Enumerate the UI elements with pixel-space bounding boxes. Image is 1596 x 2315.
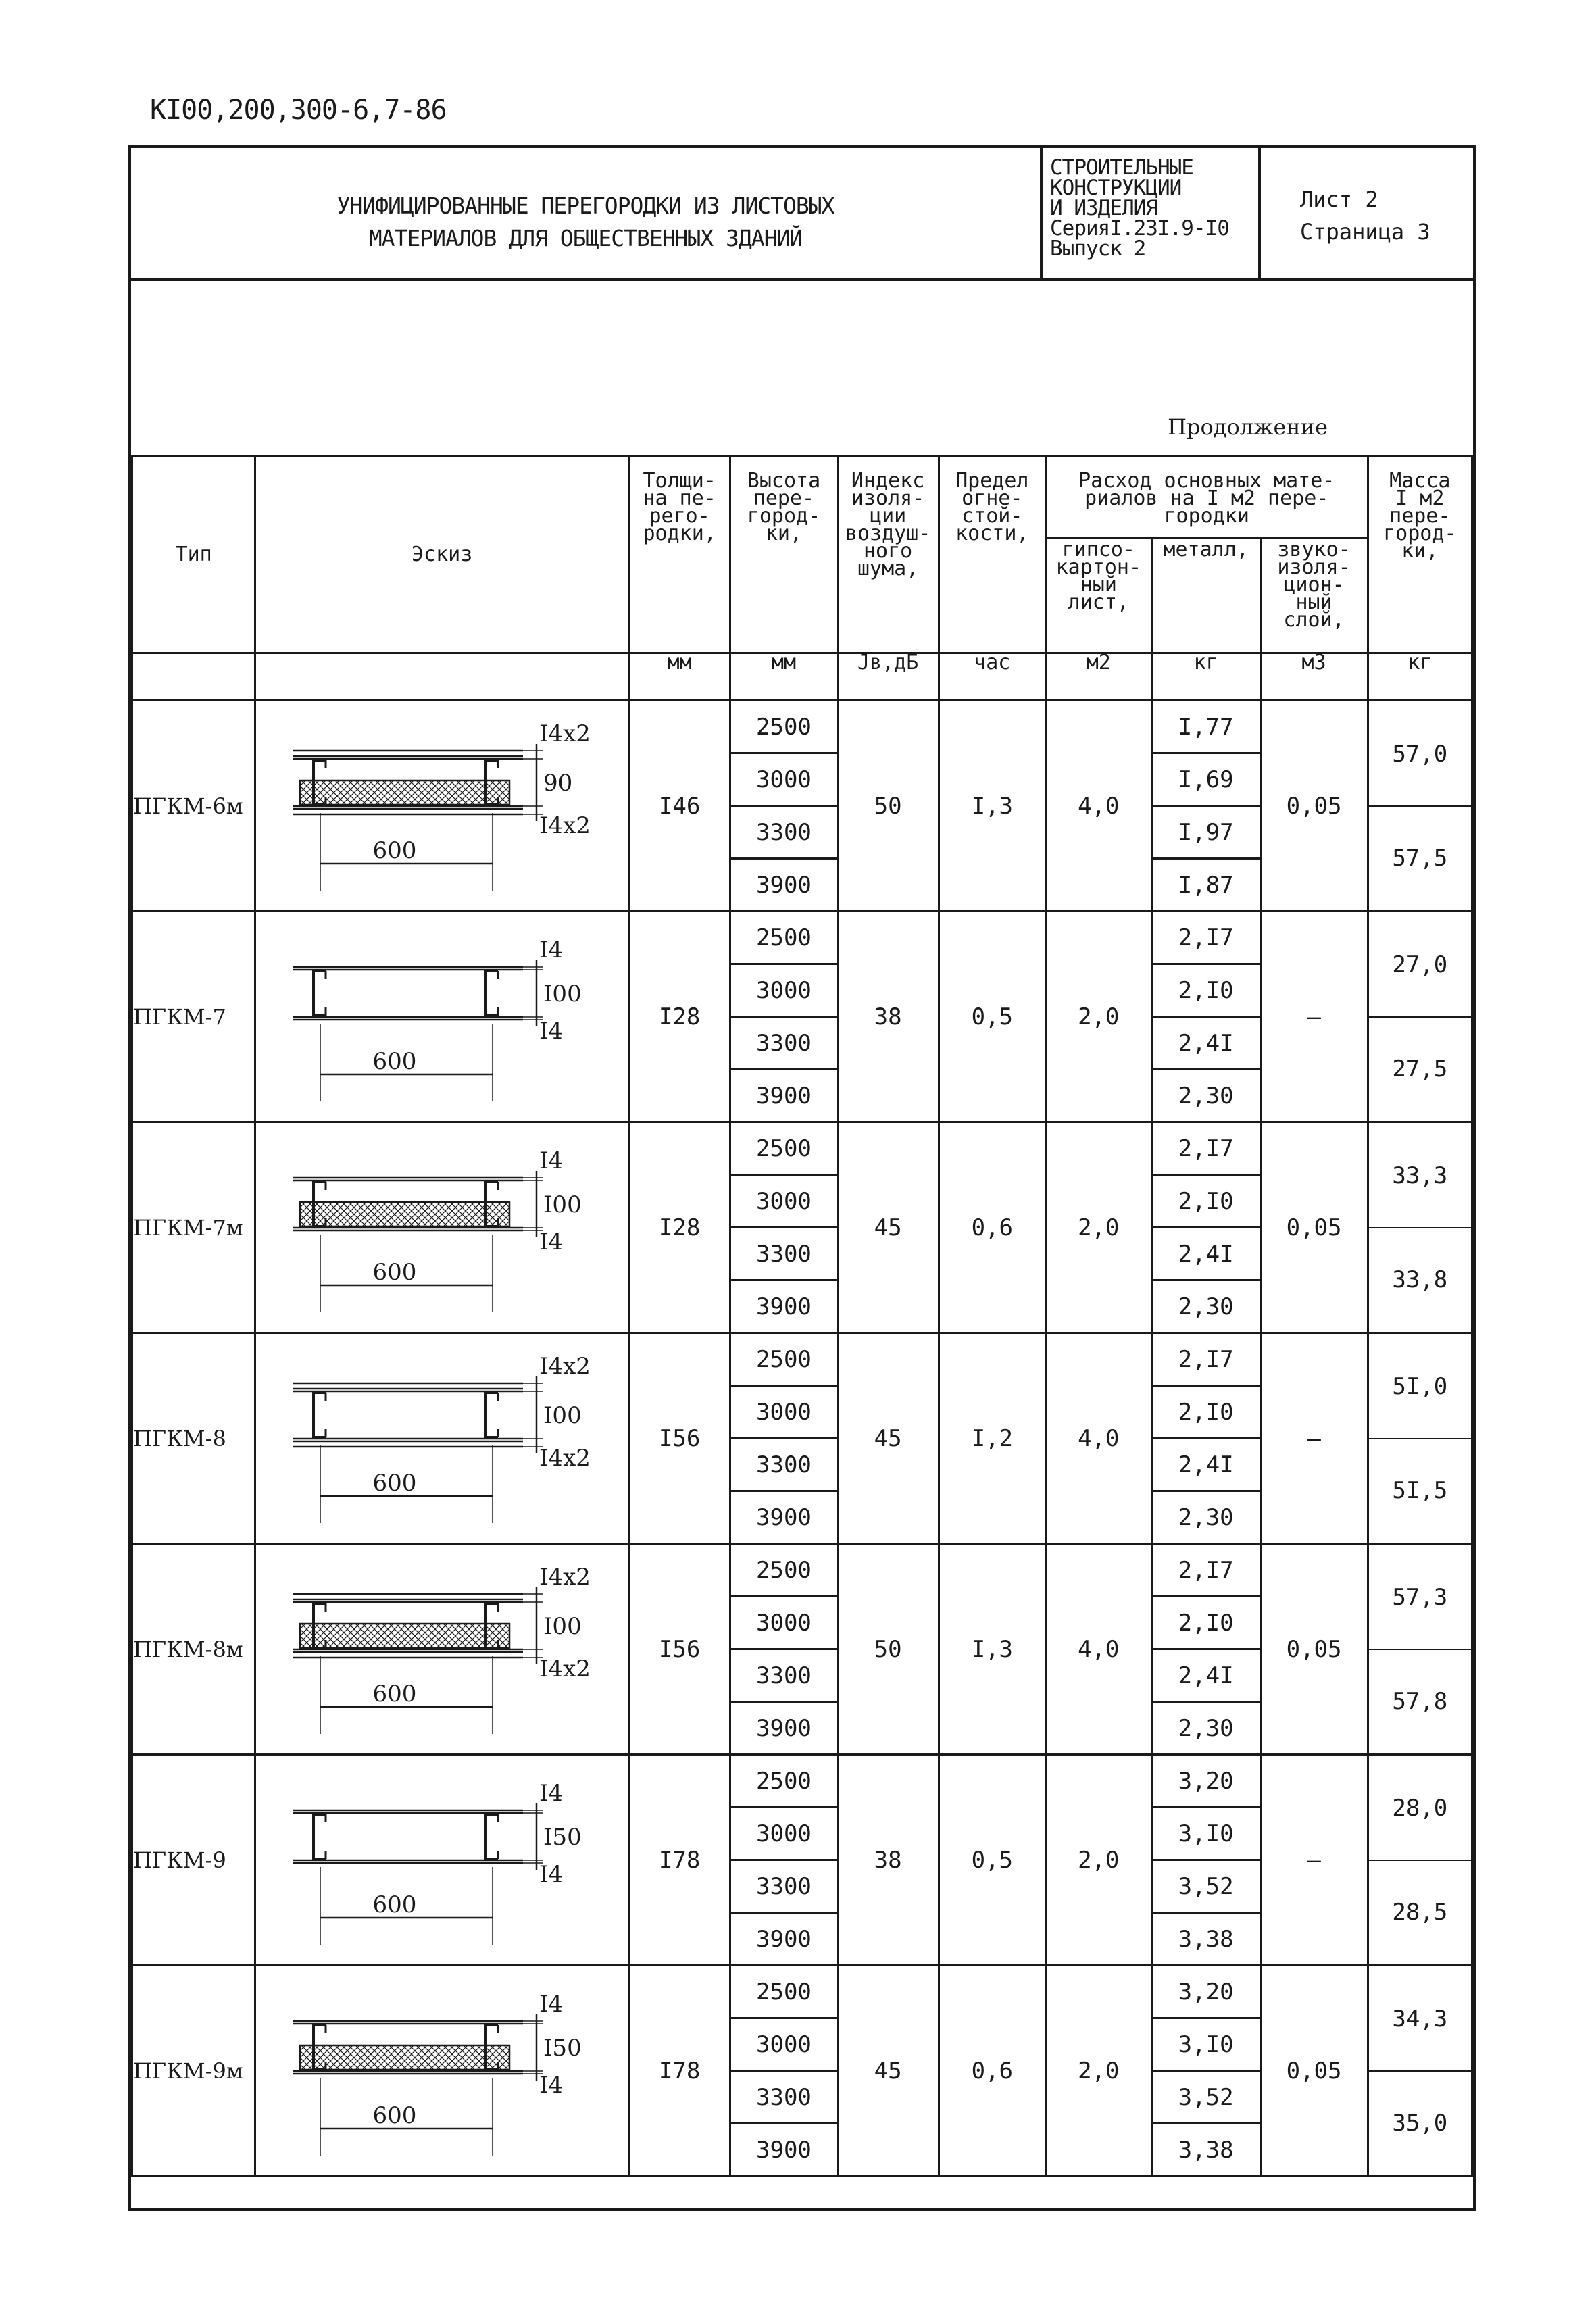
noise-cell: 38 (837, 912, 939, 1122)
col-sound: звуко- изоля- цион- ный слой, (1260, 538, 1368, 653)
noise-cell: 45 (837, 1966, 939, 2176)
metal-cell: I,97 (1151, 806, 1260, 859)
thickness-cell: I56 (628, 1333, 730, 1544)
dim-top-label: I4 (539, 1147, 564, 1174)
mass-value: 27,0 (1369, 914, 1471, 1018)
thickness-cell: I28 (628, 1122, 730, 1333)
fire-cell: 0,5 (939, 1755, 1045, 1966)
sound-cell: 0,05 (1260, 1544, 1368, 1755)
unit-metal: кг (1151, 653, 1260, 701)
type-cell: ПГКМ-7м (132, 1122, 255, 1333)
type-cell: ПГКМ-8 (132, 1333, 255, 1544)
height-cell: 3900 (730, 1702, 837, 1755)
sketch-cell (255, 1755, 629, 1966)
metal-cell: 2,30 (1151, 1070, 1260, 1122)
dim-width-label: 600 (372, 2102, 417, 2129)
metal-cell: 2,I0 (1151, 964, 1260, 1017)
mass-cell (1368, 701, 1472, 912)
table-row (132, 1122, 1472, 1175)
metal-cell: 2,30 (1151, 1280, 1260, 1333)
dim-width-label: 600 (372, 1681, 417, 1708)
mass-value: 28,0 (1369, 1757, 1471, 1861)
col-fire: Предел огне- стой- кости, (939, 457, 1045, 653)
title-divider (1040, 148, 1043, 278)
height-cell: 2500 (730, 1755, 837, 1808)
col-noise: Индекс изоля- ции воздуш- ного шума, (837, 457, 939, 653)
partition-sketch (259, 1970, 624, 2166)
series-line-2: КОНСТРУКЦИИ (1050, 176, 1182, 200)
mass-value: 33,3 (1369, 1124, 1471, 1228)
table-row (132, 1544, 1472, 1597)
gypsum-cell: 2,0 (1045, 912, 1151, 1122)
metal-cell: 2,I7 (1151, 1122, 1260, 1175)
col-thickness: Толщи- на пе- рего- родки, (628, 457, 730, 653)
dim-bottom-label: I4 (539, 1228, 564, 1255)
table-row (132, 1333, 1472, 1386)
dim-bottom-label: I4x2 (539, 1656, 591, 1683)
mass-value: 5I,0 (1369, 1335, 1471, 1439)
height-cell: 3000 (730, 964, 837, 1017)
series-line-3: И ИЗДЕЛИЯ (1050, 196, 1157, 220)
type-cell: ПГКМ-6м (132, 701, 255, 912)
mass-cell (1368, 1966, 1472, 2176)
title-line-1: УНИФИЦИРОВАННЫЕ ПЕРЕГОРОДКИ ИЗ ЛИСТОВЫХ (336, 193, 834, 219)
thickness-cell: I28 (628, 912, 730, 1122)
height-cell: 3900 (730, 1280, 837, 1333)
page-number: Страница 3 (1300, 219, 1430, 245)
col-metal: металл, (1151, 538, 1260, 653)
dim-core-label: I50 (543, 1824, 582, 1851)
mass-value: 57,0 (1369, 703, 1471, 807)
noise-cell: 38 (837, 1755, 939, 1966)
sketch-cell (255, 912, 629, 1122)
height-cell: 3000 (730, 1175, 837, 1228)
issue-number: Выпуск 2 (1050, 237, 1146, 261)
unit-thickness: мм (628, 653, 730, 701)
dim-top-label: I4 (539, 937, 564, 964)
drawing-frame (128, 145, 1476, 2211)
height-cell: 3900 (730, 1491, 837, 1544)
height-cell: 3900 (730, 859, 837, 912)
mass-value: 27,5 (1392, 1055, 1448, 1082)
metal-cell: 3,I0 (1151, 2018, 1260, 2071)
sound-cell: – (1260, 912, 1368, 1122)
document-title (131, 190, 1040, 255)
gypsum-cell: 2,0 (1045, 1755, 1151, 1966)
gypsum-cell: 4,0 (1045, 1544, 1151, 1755)
mass-cell (1368, 1544, 1472, 1755)
dim-width-label: 600 (372, 837, 417, 864)
metal-cell: 2,30 (1151, 1702, 1260, 1755)
gypsum-cell: 2,0 (1045, 1122, 1151, 1333)
mass-cell (1368, 1333, 1472, 1544)
height-cell: 3000 (730, 1597, 837, 1649)
fire-cell: 0,6 (939, 1122, 1045, 1333)
mass-cell (1368, 1122, 1472, 1333)
height-cell: 3900 (730, 1913, 837, 1966)
document-code: КI00,200,300-6,7-86 (150, 95, 447, 126)
mass-value: 34,3 (1369, 1968, 1471, 2072)
table-row (132, 701, 1472, 753)
height-cell: 3300 (730, 1860, 837, 1913)
partition-sketch (259, 916, 624, 1112)
dim-core-label: I00 (543, 1613, 582, 1640)
table-row (132, 912, 1472, 964)
metal-cell: 3,52 (1151, 1860, 1260, 1913)
metal-cell: I,87 (1151, 859, 1260, 912)
series-line-1: СТРОИТЕЛЬНЫЕ (1050, 155, 1193, 180)
metal-cell: 3,20 (1151, 1966, 1260, 2018)
unit-sound: м3 (1260, 653, 1368, 701)
dim-core-label: 90 (543, 770, 573, 797)
sheet-number: Лист 2 (1300, 186, 1378, 212)
mass-value: 35,0 (1392, 2109, 1448, 2137)
height-cell: 3300 (730, 1439, 837, 1491)
gypsum-cell: 4,0 (1045, 1333, 1151, 1544)
continuation-label: Продолжение (1168, 414, 1328, 440)
height-cell: 3000 (730, 753, 837, 806)
noise-cell: 45 (837, 1333, 939, 1544)
col-type: Тип (132, 457, 255, 653)
mass-value: 33,8 (1392, 1266, 1448, 1293)
dim-top-label: I4 (539, 1991, 564, 2018)
height-cell: 3900 (730, 1070, 837, 1122)
height-cell: 2500 (730, 1333, 837, 1386)
dim-core-label: I00 (543, 980, 582, 1007)
mass-value: 5I,5 (1392, 1476, 1448, 1504)
height-cell: 3300 (730, 1649, 837, 1702)
metal-cell: I,77 (1151, 701, 1260, 753)
sound-cell: 0,05 (1260, 1966, 1368, 2176)
metal-cell: I,69 (1151, 753, 1260, 806)
fire-cell: 0,6 (939, 1966, 1045, 2176)
mass-value: 28,5 (1392, 1898, 1448, 1926)
thickness-cell: I78 (628, 1966, 730, 2176)
dim-bottom-label: I4 (539, 1018, 564, 1045)
dim-width-label: 600 (372, 1048, 417, 1075)
unit-fire: час (939, 653, 1045, 701)
metal-cell: 2,I0 (1151, 1175, 1260, 1228)
fire-cell: I,3 (939, 1544, 1045, 1755)
title-divider (1258, 148, 1261, 278)
metal-cell: 3,38 (1151, 2124, 1260, 2176)
type-cell: ПГКМ-8м (132, 1544, 255, 1755)
dim-core-label: I50 (543, 2035, 582, 2062)
height-cell: 2500 (730, 701, 837, 753)
mass-cell (1368, 912, 1472, 1122)
series-number: СерияI.23I.9-I0 (1050, 216, 1229, 241)
noise-cell: 50 (837, 701, 939, 912)
dim-bottom-label: I4 (539, 1861, 564, 1888)
metal-cell: 2,I0 (1151, 1386, 1260, 1439)
type-cell: ПГКМ-9 (132, 1755, 255, 1966)
height-cell: 3300 (730, 1017, 837, 1070)
metal-cell: 2,I7 (1151, 912, 1260, 964)
metal-cell: 3,52 (1151, 2071, 1260, 2124)
dim-width-label: 600 (372, 1891, 417, 1918)
partition-sketch (259, 705, 624, 901)
title-block (131, 148, 1473, 281)
noise-cell: 45 (837, 1122, 939, 1333)
col-consumption: Расход основных мате- риалов на I м2 пере- городки (1045, 457, 1368, 538)
metal-cell: 2,I7 (1151, 1333, 1260, 1386)
height-cell: 2500 (730, 1544, 837, 1597)
title-line-2: МАТЕРИАЛОВ ДЛЯ ОБЩЕСТВЕННЫХ ЗДАНИЙ (368, 225, 803, 251)
metal-cell: 3,20 (1151, 1755, 1260, 1808)
col-mass: Масса I м2 пере- город- ки, (1368, 457, 1472, 653)
sketch-cell (255, 1966, 629, 2176)
unit-gypsum: м2 (1045, 653, 1151, 701)
partitions-table (131, 455, 1473, 2177)
unit-noise: Jв,дБ (837, 653, 939, 701)
noise-cell: 50 (837, 1544, 939, 1755)
sound-cell: – (1260, 1333, 1368, 1544)
metal-cell: 2,I0 (1151, 1597, 1260, 1649)
series-block (1050, 157, 1229, 259)
mass-cell (1368, 1755, 1472, 1966)
metal-cell: 2,4I (1151, 1228, 1260, 1280)
height-cell: 2500 (730, 912, 837, 964)
height-cell: 3300 (730, 1228, 837, 1280)
partition-sketch (259, 1759, 624, 1955)
gypsum-cell: 4,0 (1045, 701, 1151, 912)
partition-sketch (259, 1548, 624, 1744)
col-gypsum: гипсо- картон- ный лист, (1045, 538, 1151, 653)
height-cell: 3000 (730, 1808, 837, 1860)
type-cell: ПГКМ-9м (132, 1966, 255, 2176)
metal-cell: 3,I0 (1151, 1808, 1260, 1860)
col-height: Высота пере- город- ки, (730, 457, 837, 653)
thickness-cell: I78 (628, 1755, 730, 1966)
dim-bottom-label: I4x2 (539, 1445, 591, 1472)
height-cell: 3300 (730, 806, 837, 859)
gypsum-cell: 2,0 (1045, 1966, 1151, 2176)
dim-top-label: I4x2 (539, 1564, 591, 1591)
thickness-cell: I56 (628, 1544, 730, 1755)
unit-mass: кг (1368, 653, 1472, 701)
sheet-block (1300, 183, 1430, 248)
metal-cell: 2,4I (1151, 1439, 1260, 1491)
dim-top-label: I4x2 (539, 720, 591, 747)
dim-core-label: I00 (543, 1191, 582, 1218)
table-row (132, 1755, 1472, 1808)
dim-width-label: 600 (372, 1470, 417, 1497)
height-cell: 3000 (730, 1386, 837, 1439)
sketch-cell (255, 701, 629, 912)
dim-bottom-label: I4 (539, 2072, 564, 2099)
mass-value: 57,8 (1392, 1687, 1448, 1715)
fire-cell: I,2 (939, 1333, 1045, 1544)
height-cell: 2500 (730, 1122, 837, 1175)
mass-value: 57,5 (1392, 844, 1448, 872)
sound-cell: 0,05 (1260, 1122, 1368, 1333)
sketch-cell (255, 1122, 629, 1333)
partition-sketch (259, 1337, 624, 1533)
fire-cell: I,3 (939, 701, 1045, 912)
dim-core-label: I00 (543, 1402, 582, 1429)
sketch-cell (255, 1333, 629, 1544)
height-cell: 3300 (730, 2071, 837, 2124)
height-cell: 2500 (730, 1966, 837, 2018)
sound-cell: 0,05 (1260, 701, 1368, 912)
metal-cell: 2,30 (1151, 1491, 1260, 1544)
type-cell: ПГКМ-7 (132, 912, 255, 1122)
unit-height: мм (730, 653, 837, 701)
metal-cell: 3,38 (1151, 1913, 1260, 1966)
metal-cell: 2,I7 (1151, 1544, 1260, 1597)
thickness-cell: I46 (628, 701, 730, 912)
sketch-cell (255, 1544, 629, 1755)
sound-cell: – (1260, 1755, 1368, 1966)
mass-value: 57,3 (1369, 1546, 1471, 1650)
metal-cell: 2,4I (1151, 1017, 1260, 1070)
dim-bottom-label: I4x2 (539, 812, 591, 839)
dim-top-label: I4x2 (539, 1353, 591, 1380)
metal-cell: 2,4I (1151, 1649, 1260, 1702)
table-row (132, 1966, 1472, 2018)
fire-cell: 0,5 (939, 912, 1045, 1122)
height-cell: 3000 (730, 2018, 837, 2071)
partition-sketch (259, 1126, 624, 1322)
col-sketch: Эскиз (255, 457, 629, 653)
height-cell: 3900 (730, 2124, 837, 2176)
dim-top-label: I4 (539, 1780, 564, 1807)
dim-width-label: 600 (372, 1259, 417, 1286)
